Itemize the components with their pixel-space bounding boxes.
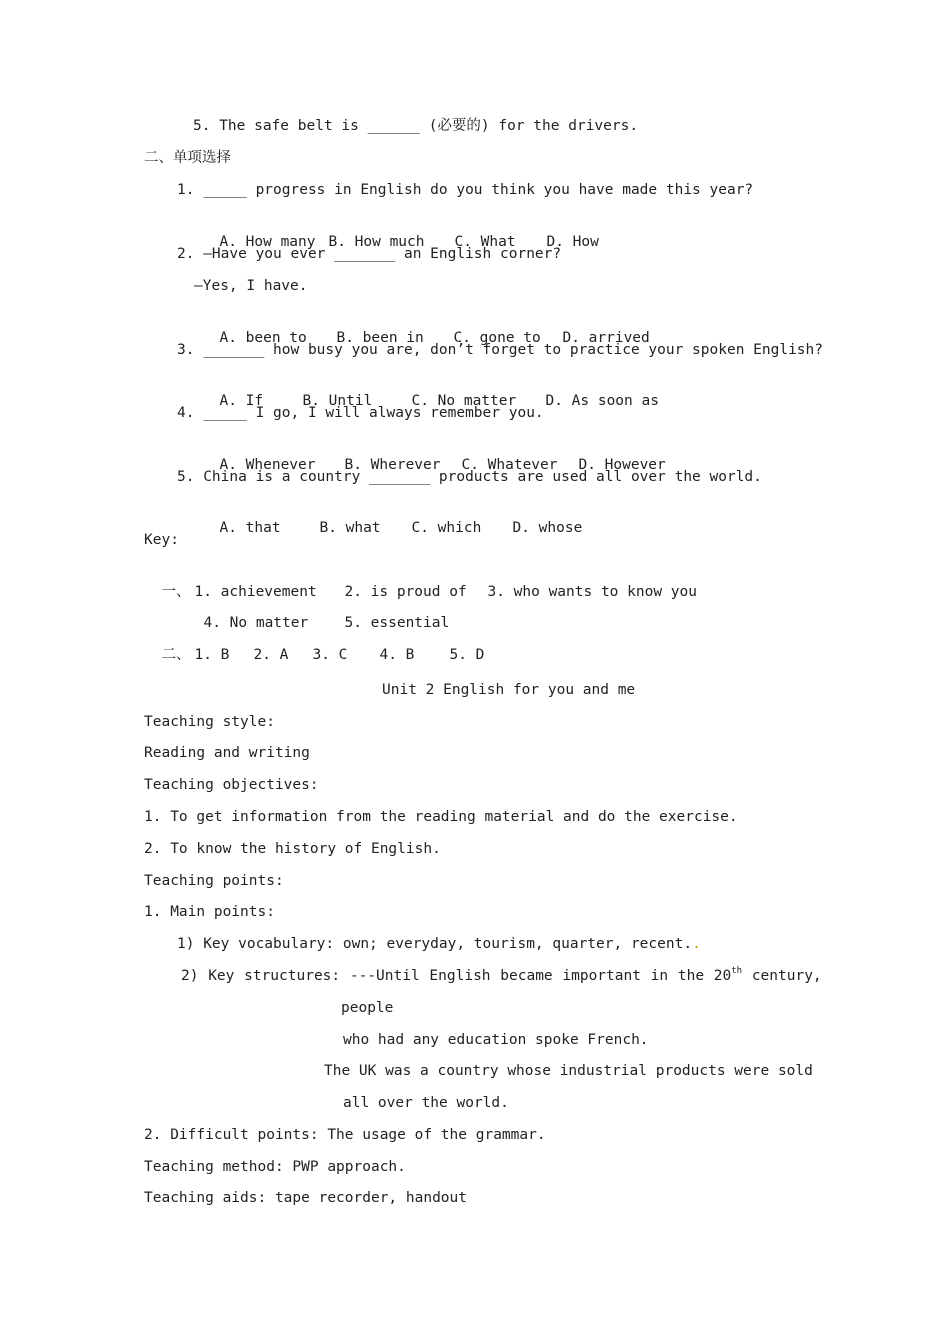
option: B. Wherever (344, 457, 441, 473)
key-structures-line-2: people (341, 1000, 394, 1016)
key-answer: 2. is proud of (344, 584, 467, 600)
teaching-aids: Teaching aids: tape recorder, handout (144, 1190, 468, 1206)
option: B. Until (302, 393, 373, 409)
option: C. gone to (453, 330, 541, 346)
exercise1-item5: 5. The safe belt is ______ (必要的) for the drivers. (193, 118, 639, 134)
option: A. been to (219, 330, 307, 346)
option: D. arrived (562, 330, 650, 346)
key-vocabulary-dot: . (692, 936, 701, 952)
key-structures-line-3: who had any education spoke French. (343, 1032, 649, 1048)
option: C. which (411, 520, 482, 536)
key-answer: 3. who wants to know you (487, 584, 697, 600)
option: C. Whatever (461, 457, 558, 473)
option: D. However (578, 457, 666, 473)
key-answer: 4. No matter (203, 615, 309, 631)
key-answer: 1. achievement (194, 584, 317, 600)
option: D. As soon as (545, 393, 659, 409)
key-answer: 3. C (312, 647, 348, 663)
key-structures-line-4: The UK was a country whose industrial products were sold (324, 1063, 813, 1079)
option: C. What (454, 234, 516, 250)
key-vocabulary-text: 1) Key vocabulary: own; everyday, tourism, quarter, recent. (177, 936, 693, 952)
teaching-method: Teaching method: PWP approach. (144, 1159, 406, 1175)
key-answer: 1. B (194, 647, 230, 663)
objective-2: 2. To know the history of English. (144, 841, 441, 857)
key-line-3 (144, 625, 484, 665)
key-structures-text: 2) Key structures: ---Until English became important in the 20 (181, 968, 732, 984)
section2-heading: 二、单项选择 (144, 150, 231, 166)
option: A. Whenever (219, 457, 316, 473)
option: A. that (219, 520, 281, 536)
question-2: 2. —Have you ever _______ an English corner? (177, 246, 562, 262)
option: C. No matter (411, 393, 517, 409)
option: D. whose (512, 520, 583, 536)
superscript-th: th (731, 966, 743, 976)
option: A. How many (219, 234, 316, 250)
option: D. How (546, 234, 599, 250)
question-2-reply: —Yes, I have. (194, 278, 308, 294)
objectives-label: Teaching objectives: (144, 777, 319, 793)
teaching-style: Reading and writing (144, 745, 310, 761)
key-prefix: 二、 (161, 647, 191, 663)
points-label: Teaching points: (144, 873, 284, 889)
question-5-options (202, 498, 582, 538)
key-vocabulary (177, 934, 701, 954)
key-structures-text-end: century, (742, 968, 822, 984)
key-answer: 5. essential (344, 615, 450, 631)
option: A. If (219, 393, 264, 409)
question-4: 4. _____ I go, I will always remember you. (177, 405, 544, 421)
key-label: Key: (144, 532, 179, 548)
main-points-label: 1. Main points: (144, 904, 275, 920)
key-answer: 5. D (449, 647, 485, 663)
option: B. How much (328, 234, 425, 250)
option: B. what (319, 520, 381, 536)
key-prefix: 一、 (161, 584, 191, 600)
option: B. been in (336, 330, 424, 346)
difficult-points: 2. Difficult points: The usage of the grammar. (144, 1127, 546, 1143)
question-1: 1. _____ progress in English do you think you have made this year? (177, 182, 754, 198)
question-3: 3. _______ how busy you are, don’t forget to practice your spoken English? (177, 342, 824, 358)
key-answer: 2. A (253, 647, 289, 663)
key-structures (181, 966, 822, 986)
objective-1: 1. To get information from the reading material and do the exercise. (144, 809, 738, 825)
unit-title: Unit 2 English for you and me (382, 682, 636, 698)
key-structures-line-5: all over the world. (343, 1095, 509, 1111)
question-5: 5. China is a country _______ products are used all over the world. (177, 469, 762, 485)
key-answer: 4. B (379, 647, 415, 663)
teaching-style-label: Teaching style: (144, 714, 275, 730)
